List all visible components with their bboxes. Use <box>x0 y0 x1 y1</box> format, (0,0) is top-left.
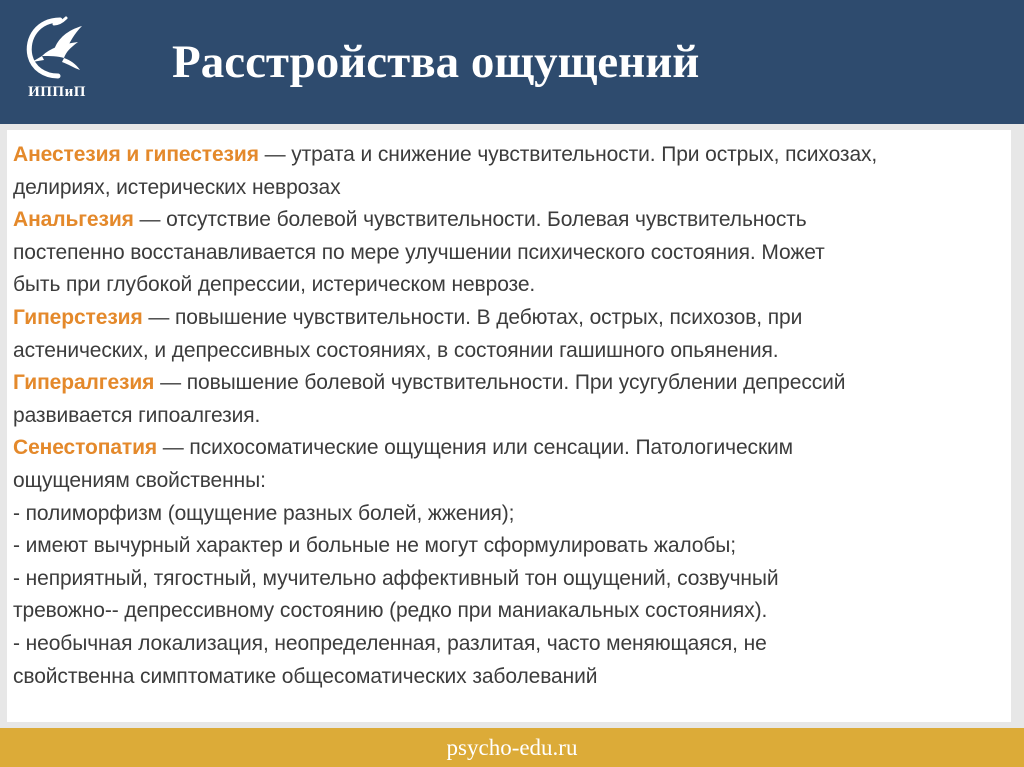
list-item: - неприятный, тягостный, мучительно аффективный тон ощущений, созвучный <box>13 566 779 590</box>
content-panel <box>7 130 1011 722</box>
term-hyperalgesia: Гипералгезия <box>13 371 155 395</box>
term-anesthesia: Анестезия и гипестезия <box>13 143 259 166</box>
list-item: - необычная локализация, неопределенная, разлитая, часто меняющаяся, не <box>13 631 767 655</box>
footer-bar <box>0 728 1024 767</box>
bird-logo-icon <box>20 12 94 82</box>
definition-line <box>13 432 1009 465</box>
term-analgesia: Анальгезия <box>13 208 134 232</box>
definition-line: делириях, истерических неврозах <box>13 175 341 199</box>
definition-line <box>13 204 1009 237</box>
list-item: - имеют вычурный характер и больные не могут сформулировать жалобы; <box>13 534 737 558</box>
list-item: тревожно-- депрессивному состоянию (редко при маниакальных состояниях). <box>13 599 768 623</box>
definition-text: — отсутствие болевой чувствительности. Болевая чувствительность <box>133 208 807 232</box>
list-item: свойственна симптоматике общесоматических заболеваний <box>13 664 598 688</box>
term-hyperesthesia: Гиперстезия <box>13 305 143 329</box>
definition-text: — утрата и снижение чувствительности. При острых, психозах, <box>258 143 878 166</box>
definition-line <box>13 367 1009 400</box>
list-item: - полиморфизм (ощущение разных болей, жжения); <box>13 501 515 525</box>
term-senestopathy: Сенестопатия <box>13 436 158 460</box>
logo <box>14 12 100 112</box>
body-text <box>13 139 1009 693</box>
definition-line: быть при глубокой депрессии, истерическом неврозе. <box>13 273 536 297</box>
header-bar <box>0 0 1024 124</box>
footer-site: psycho-edu.ru <box>446 735 578 760</box>
definition-line: развивается гипоалгезия. <box>13 403 261 427</box>
page-title: Расстройства ощущений <box>172 36 700 88</box>
definition-line: постепенно восстанавливается по мере улучшении психического состояния. Может <box>13 240 825 264</box>
definition-text: — повышение болевой чувствительности. При усугублении депрессий <box>154 371 846 395</box>
definition-text: — психосоматические ощущения или сенсации. Патологическим <box>157 436 794 460</box>
logo-text: ИППиП <box>28 84 86 100</box>
definition-line: астенических, и депрессивных состояниях, в состоянии гашишного опьянения. <box>13 338 779 362</box>
definition-line: ощущениям свойственны: <box>13 468 266 492</box>
definition-text: — повышение чувствительности. В дебютах, острых, психозов, при <box>142 305 803 329</box>
definition-line <box>13 139 1009 172</box>
definition-line <box>13 302 1009 335</box>
